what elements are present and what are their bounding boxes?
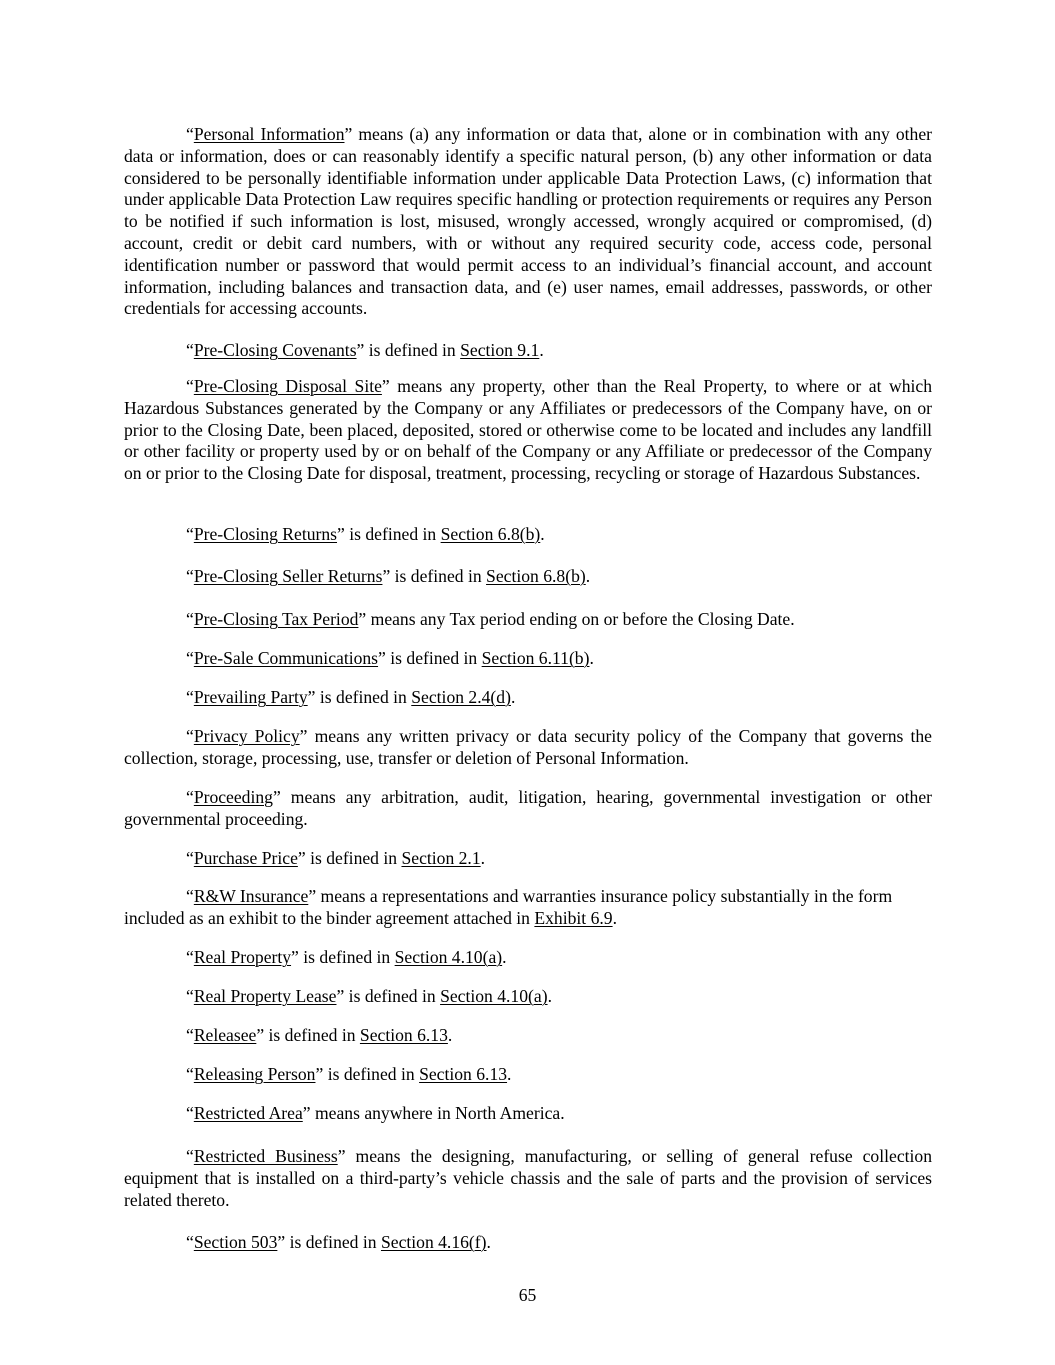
definition-text: . [502, 947, 507, 967]
defined-term: Pre-Closing Seller Returns [193, 566, 383, 586]
definition-paragraph: “Section 503” is defined in Section 4.16(f). [186, 1232, 491, 1252]
definition-paragraph: “Prevailing Party” is defined in Section 2.4(d). [186, 687, 516, 707]
definition-text: . [486, 1232, 491, 1252]
definition-paragraph: “Restricted Business” means the designing, manufacturing, or selling of general refuse collection equipment that is installed on a third-party’s vehicle chassis and the sale of parts and the provision of services related thereto. [124, 1146, 932, 1210]
defined-term: R&W Insurance [193, 886, 309, 906]
definition-paragraph: “Proceeding” means any arbitration, audit, litigation, hearing, governmental investigation or other governmental proceeding. [124, 787, 932, 829]
definition-text: means any Tax period ending on or before the Closing Date. [366, 609, 795, 629]
definition-text: means (a) any information or data that, alone or in combination with any other data or information, does or can reasonably identify a specific natural person, (b) any other information or data considered to be personally identifiable information under applicable Data Protection Laws, (c) information that under applicable Data Protection Law requires specific handling or protection requirements or requires any Person to be notified if such information is lost, misused, wrongly accessed, wrongly acquired or compromised, (d) account, credit or debit card numbers, with or without any required security code, access code, personal identification number or password that would permit access to an individual’s financial account, and account information, including balances and transaction data, and (e) user names, email addresses, passwords, or other credentials for accessing accounts. [124, 124, 932, 319]
definition-text: . [540, 524, 545, 544]
defined-term: Personal Information [193, 124, 345, 144]
cross-reference-link[interactable]: Section 4.10(a) [394, 947, 503, 967]
cross-reference-link[interactable]: Exhibit 6.9 [534, 907, 613, 928]
definition-paragraph: “Releasing Person” is defined in Section 6.13. [186, 1064, 512, 1084]
cross-reference-link[interactable]: Section 6.11(b) [481, 648, 590, 668]
definition-text: . [507, 1064, 512, 1084]
definition-text: means the designing, manufacturing, or selling of general refuse collection equipment that is installed on a third-party’s vehicle chassis and the sale of parts and the provision of services related thereto. [124, 1146, 932, 1210]
definition-paragraph: “Real Property Lease” is defined in Section 4.10(a). [186, 986, 552, 1006]
definition-text: is defined in [344, 524, 441, 544]
definition-text: means anywhere in North America. [310, 1103, 565, 1123]
definition-text: is defined in [305, 848, 402, 868]
definition-text: is defined in [285, 1232, 381, 1252]
cross-reference-link[interactable]: Section 6.8(b) [486, 566, 586, 586]
cross-reference-link[interactable]: Section 6.13 [419, 1064, 508, 1084]
defined-term: Restricted Business [193, 1146, 338, 1166]
definition-paragraph: “Releasee” is defined in Section 6.13. [186, 1025, 453, 1045]
definition-paragraph: “R&W Insurance” means a representations and warranties insurance policy substantially in the form included as an exhibit to the binder agreement attached in Exhibit 6.9. [124, 886, 893, 928]
definition-paragraph: “Restricted Area” means anywhere in North America. [186, 1103, 565, 1123]
definition-text: means a representations and warranties insurance policy substantially in the form included as an exhibit to the binder agreement attached in [124, 886, 893, 928]
cross-reference-link[interactable]: Section 6.13 [359, 1025, 448, 1045]
defined-term: Purchase Price [193, 848, 298, 868]
defined-term: Pre-Closing Covenants [193, 340, 357, 360]
definition-paragraph: “Pre-Closing Returns” is defined in Section 6.8(b). [186, 524, 545, 544]
definition-text: is defined in [323, 1064, 420, 1084]
defined-term: Releasee [193, 1025, 257, 1045]
definition-text: is defined in [315, 687, 412, 707]
definition-text: . [547, 986, 552, 1006]
definition-text: . [585, 566, 591, 586]
definition-paragraph: “Pre-Closing Tax Period” means any Tax period ending on or before the Closing Date. [186, 609, 795, 629]
definition-text: . [589, 648, 594, 668]
definition-text: means any arbitration, audit, litigation, hearing, governmental investigation or other governmental proceeding. [124, 787, 932, 829]
page-number: 65 [518, 1285, 537, 1305]
defined-term: Real Property [193, 947, 292, 967]
definition-text: is defined in [298, 947, 395, 967]
defined-term: Pre-Closing Tax Period [193, 609, 359, 629]
definition-text: is defined in [385, 648, 482, 668]
cross-reference-link[interactable]: Section 2.4(d) [411, 687, 511, 707]
definition-text: . [480, 848, 486, 868]
definition-paragraph: “Pre-Closing Seller Returns” is defined in Section 6.8(b). [186, 566, 591, 586]
definition-text: . [510, 687, 516, 707]
cross-reference-link[interactable]: Section 6.8(b) [440, 524, 541, 544]
definition-paragraph: “Personal Information” means (a) any information or data that, alone or in combination with any other data or information, does or can reasonably identify a specific natural person, (b) any other information or data considered to be personally identifiable information under applicable Data Protection Laws, (c) information that under applicable Data Protection Law requires specific handling or protection requirements or requires any Person to be notified if such information is lost, misused, wrongly accessed, wrongly acquired or compromised, (d) account, credit or debit card numbers, with or without any required security code, access code, personal identification number or password that would permit access to an individual’s financial account, and account information, including balances and transaction data, and (e) user names, email addresses, passwords, or other credentials for accessing accounts. [124, 124, 932, 319]
definition-paragraph: “Pre-Closing Covenants” is defined in Section 9.1. [186, 340, 544, 360]
cross-reference-link[interactable]: Section 4.16(f) [380, 1232, 487, 1252]
definition-paragraph: “Pre-Sale Communications” is defined in Section 6.11(b). [186, 648, 594, 668]
defined-term: Proceeding [193, 787, 273, 807]
cross-reference-link[interactable]: Section 4.10(a) [440, 986, 548, 1006]
definition-text: is defined in [390, 566, 487, 586]
defined-term: Releasing Person [193, 1064, 316, 1084]
definition-text: is defined in [264, 1025, 360, 1045]
definition-paragraph: “Purchase Price” is defined in Section 2.1. [186, 848, 486, 868]
defined-term: Pre-Closing Disposal Site [193, 376, 382, 396]
definition-text: means any written privacy or data security policy of the Company that governs the collection, storage, processing, use, transfer or deletion of Personal Information. [124, 726, 932, 768]
defined-term: Pre-Sale Communications [193, 648, 379, 668]
definition-paragraph: “Privacy Policy” means any written privacy or data security policy of the Company that governs the collection, storage, processing, use, transfer or deletion of Personal Information. [124, 726, 932, 768]
definition-text: . [539, 340, 544, 360]
cross-reference-link[interactable]: Section 2.1 [401, 848, 481, 868]
cross-reference-link[interactable]: Section 9.1 [460, 340, 540, 360]
defined-term: Section 503 [193, 1232, 278, 1252]
definition-paragraph: “Real Property” is defined in Section 4.10(a). [186, 947, 507, 967]
definition-text: is defined in [364, 340, 461, 360]
definition-text: . [447, 1025, 453, 1045]
defined-term: Restricted Area [193, 1103, 303, 1123]
defined-term: Pre-Closing Returns [193, 524, 338, 544]
definition-text: means any property, other than the Real Property, to where or at which Hazardous Substances generated by the Company or any Affiliates or predecessors of the Company have, on or prior to the Closing Date, been placed, deposited, stored or otherwise come to be located and includes any landfill or other facility or property used by or on behalf of the Company or any Affiliate or predecessor of the Company on or prior to the Closing Date for disposal, treatment, processing, recycling or storage of Hazardous Substances. [124, 376, 932, 484]
definition-text: . [612, 907, 617, 928]
defined-term: Prevailing Party [193, 687, 308, 707]
defined-term: Real Property Lease [193, 986, 337, 1006]
definition-paragraph: “Pre-Closing Disposal Site” means any property, other than the Real Property, to where or at which Hazardous Substances generated by the Company or any Affiliates or predecessors of the Company have, on or prior to the Closing Date, been placed, deposited, stored or otherwise come to be located and includes any landfill or other facility or property used by or on behalf of the Company or any Affiliate or predecessor of the Company on or prior to the Closing Date for disposal, treatment, processing, recycling or storage of Hazardous Substances. [124, 376, 932, 484]
definition-text: is defined in [344, 986, 441, 1006]
defined-term: Privacy Policy [193, 726, 300, 746]
